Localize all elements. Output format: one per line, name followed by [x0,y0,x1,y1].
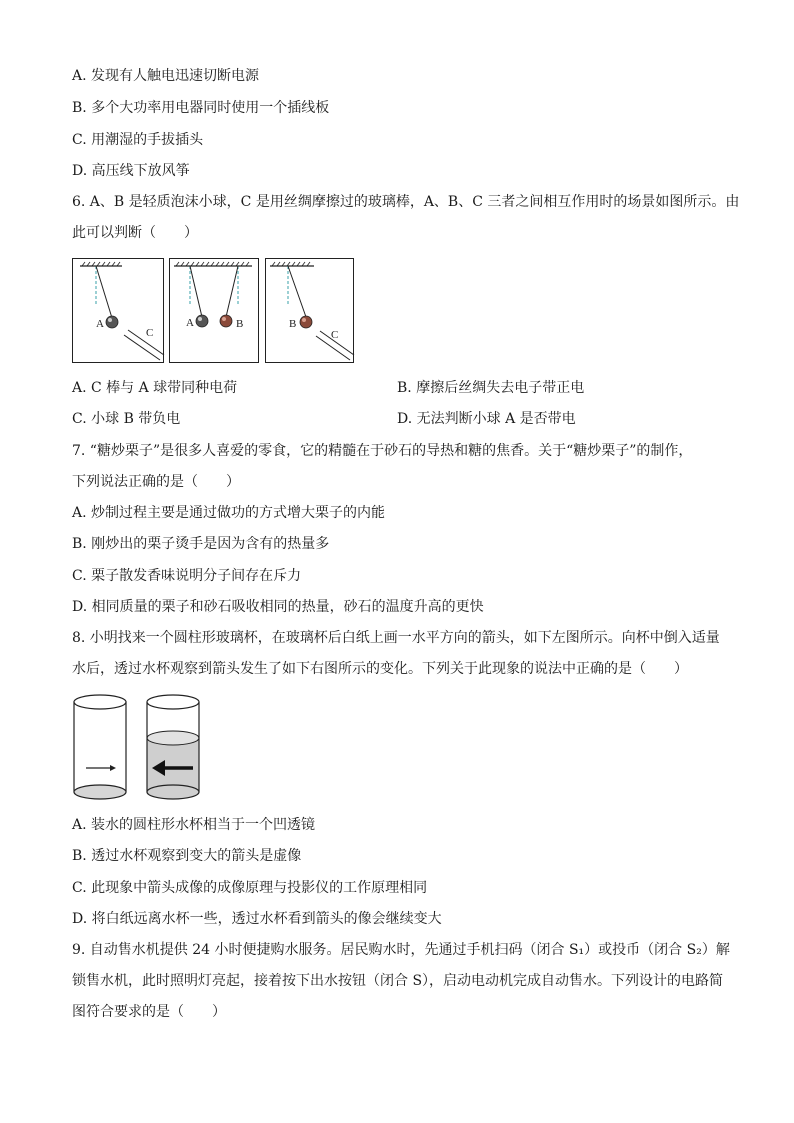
q5-option-b: B. 多个大功率用电器同时使用一个插线板 [72,100,330,116]
q8-option-c: C. 此现象中箭头成像的成像原理与投影仪的工作原理相同 [72,880,428,896]
q6-panel-1 [73,259,165,363]
q8-empty-cup [74,695,126,799]
q8-figure [72,692,204,804]
q6-option-d: D. 无法判断小球 A 是否带电 [397,411,576,427]
q6-stem-line2: 此可以判断（ ） [72,225,198,241]
q7-stem-line1: 7. “糖炒栗子”是很多人喜爱的零食，它的精髓在于砂石的导热和糖的焦香。关于“糖炒栗子”的制作， [72,443,693,459]
q5-option-d: D. 高压线下放风筝 [72,163,190,179]
q6-stem-line1: 6. A、B 是轻质泡沫小球，C 是用丝绸摩擦过的玻璃棒，A、B、C 三者之间相互作用时的场景如图所示。由 [72,194,740,210]
q6-option-b: B. 摩擦后丝绸失去电子带正电 [397,380,585,396]
q7-option-b: B. 刚炒出的栗子烫手是因为含有的热量多 [72,536,330,552]
q6-label-a-1: A [96,318,104,330]
q7-stem-line2: 下列说法正确的是（ ） [72,474,240,490]
q6-panel-2 [170,259,259,363]
q6-label-a-2: A [186,317,194,329]
q7-option-a: A. 炒制过程主要是通过做功的方式增大栗子的内能 [72,505,386,521]
q6-option-a: A. C 棒与 A 球带同种电荷 [72,380,238,396]
q5-option-c: C. 用潮湿的手拔插头 [72,132,204,148]
q9-line2: 锁售水机，此时照明灯亮起，接着按下出水按钮（闭合 S），启动电动机完成自动售水。下列设计的电路简 [72,973,724,989]
q6-figure [72,256,356,364]
q5-option-a: A. 发现有人触电迅速切断电源 [72,68,260,84]
q8-stem-line1: 8. 小明找来一个圆柱形玻璃杯，在玻璃杯后白纸上画一水平方向的箭头，如下左图所示。向杯中倒入适量 [72,630,720,646]
q6-label-b-2: B [236,318,244,330]
q6-label-c-3: C [331,329,339,341]
q6-label-b-3: B [289,318,297,330]
q6-label-c-1: C [146,327,154,339]
q6-option-c: C. 小球 B 带负电 [72,411,181,427]
q7-option-c: C. 栗子散发香味说明分子间存在斥力 [72,568,302,584]
q9-line3: 图符合要求的是（ ） [72,1004,226,1020]
q9-line1: 9. 自动售水机提供 24 小时便捷购水服务。居民购水时，先通过手机扫码（闭合 S₁）或投币（闭合 S₂）解 [72,942,730,958]
q8-option-a: A. 装水的圆柱形水杯相当于一个凹透镜 [72,817,316,833]
q8-stem-line2: 水后，透过水杯观察到箭头发生了如下右图所示的变化。下列关于此现象的说法中正确的是（ ） [72,661,688,677]
q7-option-d: D. 相同质量的栗子和砂石吸收相同的热量，砂石的温度升高的更快 [72,599,484,615]
q6-panel-3 [266,259,355,363]
q8-option-b: B. 透过水杯观察到变大的箭头是虚像 [72,848,302,864]
q8-option-d: D. 将白纸远离水杯一些，透过水杯看到箭头的像会继续变大 [72,911,442,927]
q8-water-cup [147,695,199,799]
